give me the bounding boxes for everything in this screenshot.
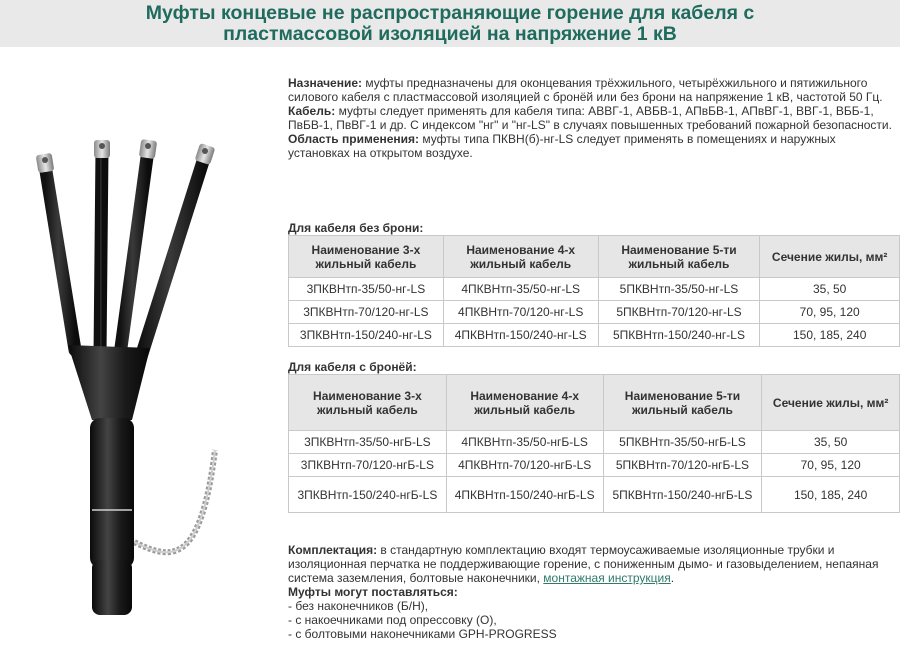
table-cell: 4ПКВНтп-150/240-нг-LS [443, 324, 598, 347]
table-cell: 4ПКВНтп-35/50-нг-LS [443, 278, 598, 301]
install-instruction-link[interactable]: монтажная инструкция [543, 571, 671, 585]
table-row [289, 431, 900, 454]
cable-text: муфты следует применять для кабеля типа: АВВГ-1, АВБВ-1, АПвБВ-1, АПвВГ-1, ВВГ-1, ВББ-1, ПвБВ-1, ПвВГ-1 и др. С индексом "нг" и "нг-LS" в случаях повышенных требований пожарной безопасности. [288, 104, 892, 132]
supply-label [288, 585, 896, 599]
table-cell: 3ПКВНтп-150/240-нг-LS [289, 324, 444, 347]
table-cell: 3ПКВНтп-70/120-нг-LS [289, 301, 444, 324]
cable-termination-image [0, 120, 250, 620]
table-row [289, 454, 900, 477]
scope-label: Область применения: [288, 132, 420, 146]
page-title-line-1: Муфты концевые не распространяющие горение для кабеля с [145, 2, 755, 24]
page-title [0, 0, 900, 47]
table-row [289, 278, 900, 301]
table-cell: 35, 50 [760, 278, 900, 301]
table-cell: 4ПКВНтп-150/240-нгБ-LS [446, 477, 603, 513]
table-cell: 5ПКВНтп-150/240-нг-LS [598, 324, 760, 347]
table-header: Сечение жилы, мм² [762, 375, 900, 431]
supply-option: - с накоечниками под опрессовку (О), [288, 613, 497, 627]
armored-label: Для кабеля с бронёй: [288, 360, 417, 374]
table-cell: 5ПКВНтп-150/240-нгБ-LS [603, 477, 762, 513]
purpose-paragraph [288, 76, 896, 104]
table-cell: 5ПКВНтп-35/50-нгБ-LS [603, 431, 762, 454]
kit-end: . [670, 571, 675, 585]
table-cell: 5ПКВНтп-35/50-нг-LS [598, 278, 760, 301]
kit-label: Комплектация: [288, 543, 378, 557]
table-cell: 3ПКВНтп-70/120-нгБ-LS [289, 454, 447, 477]
table-header: Наименование 4-х жильный кабель [446, 375, 603, 431]
table-header: Наименование 4-х жильный кабель [443, 236, 598, 278]
page-title-line-2: пластмассовой изоляцией на напряжение 1 кВ [223, 23, 677, 45]
table-cell: 150, 185, 240 [760, 324, 900, 347]
supply-option: - с болтовыми наконечниками GPH-PROGRESS [288, 627, 557, 641]
kit-section [288, 543, 896, 641]
table-header: Сечение жилы, мм² [760, 236, 900, 278]
scope-text: муфты типа ПКВН(б)-нг-LS следует применять в помещениях и наружных установках на открытом воздухе. [288, 132, 836, 160]
table-header: Наименование 3-х жильный кабель [289, 236, 444, 278]
cable-label: Кабель: [288, 104, 336, 118]
unarmored-table [288, 235, 900, 347]
table-row [289, 324, 900, 347]
supply-option: - без наконечников (Б/Н), [288, 599, 429, 613]
table-cell: 3ПКВНтп-35/50-нгБ-LS [289, 431, 447, 454]
table-cell: 5ПКВНтп-70/120-нгБ-LS [603, 454, 762, 477]
table-cell: 3ПКВНтп-35/50-нг-LS [289, 278, 444, 301]
table-cell: 70, 95, 120 [760, 301, 900, 324]
table-row [289, 301, 900, 324]
table-row [289, 477, 900, 513]
unarmored-label: Для кабеля без брони: [288, 221, 424, 235]
table-header: Наименование 5-ти жильный кабель [603, 375, 762, 431]
kit-paragraph [288, 543, 896, 585]
table-cell: 70, 95, 120 [762, 454, 900, 477]
table-cell: 4ПКВНтп-70/120-нг-LS [443, 301, 598, 324]
armored-table [288, 374, 900, 513]
table-header: Наименование 5-ти жильный кабель [598, 236, 760, 278]
table-cell: 4ПКВНтп-35/50-нгБ-LS [446, 431, 603, 454]
kit-text: в стандартную комплектацию входят термоусаживаемые изоляционные трубки и изоляционная перчатка не поддерживающие горение, с пониженным дымо- и газовыделением, непаяная система заземления, болтовые наконечники, [288, 543, 879, 585]
description [288, 76, 896, 160]
cable-paragraph [288, 104, 896, 132]
purpose-text: муфты предназначены для оконцевания трёхжильного, четырёхжильного и пятижильного силового кабеля с пластмассовой изоляцией с бронёй или без брони на напряжение 1 кВ, частотой 50 Гц. [288, 76, 883, 104]
table-cell: 5ПКВНтп-70/120-нг-LS [598, 301, 760, 324]
table-cell: 3ПКВНтп-150/240-нгБ-LS [289, 477, 447, 513]
supply-label-text: Муфты могут поставляться: [288, 585, 458, 599]
table-cell: 35, 50 [762, 431, 900, 454]
table-cell: 150, 185, 240 [762, 477, 900, 513]
table-cell: 4ПКВНтп-70/120-нгБ-LS [446, 454, 603, 477]
purpose-label: Назначение: [288, 76, 363, 90]
table-header: Наименование 3-х жильный кабель [289, 375, 447, 431]
scope-paragraph [288, 132, 896, 160]
